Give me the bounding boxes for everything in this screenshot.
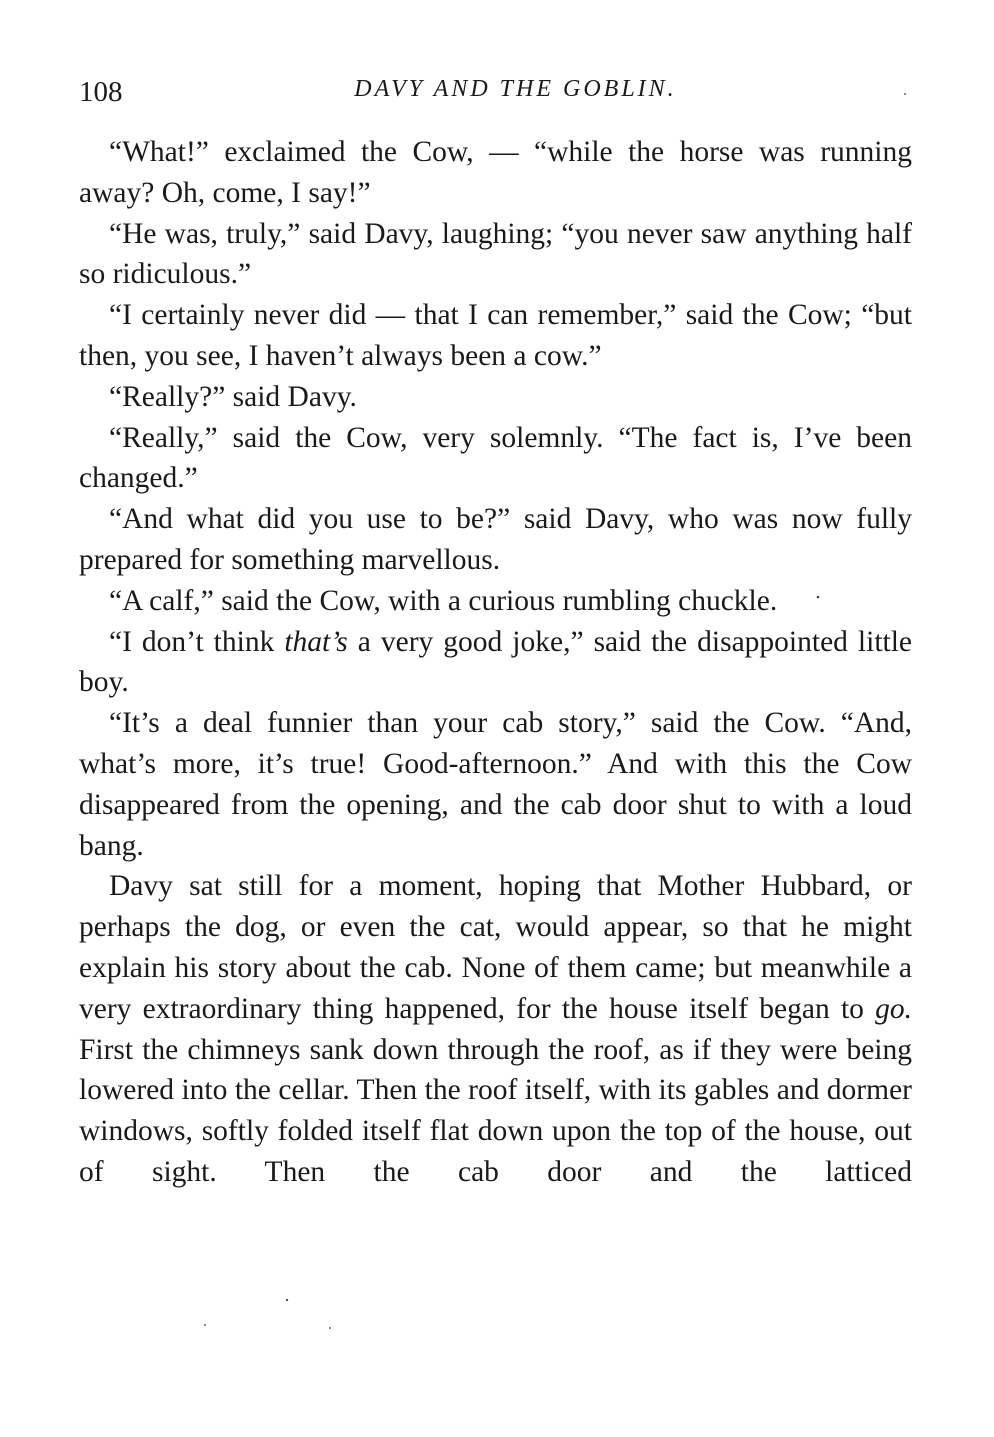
running-head	[79, 70, 912, 114]
paragraph	[79, 581, 912, 622]
italic-emphasis: that’s	[284, 625, 348, 658]
paragraph-text: “Really?” said Davy.	[109, 380, 357, 413]
body-text	[79, 132, 912, 1193]
running-title: DAVY AND THE GOBLIN.	[354, 76, 677, 102]
paragraph	[79, 377, 912, 418]
paragraph-text: “He was, truly,” said Davy, laughing; “you never saw anything half so ridiculous.”	[79, 217, 912, 291]
paragraph-text: “Really,” said the Cow, very solemnly. “The fact is, I’ve been changed.”	[79, 421, 912, 495]
paragraph	[79, 132, 912, 214]
italic-emphasis: go.	[875, 992, 912, 1025]
paragraph-text: “It’s a deal funnier than your cab story,” said the Cow. “And, what’s more, it’s true! Good-afternoon.” And with this the Cow disappeared from the opening, and the cab door shut to with a loud bang.	[79, 707, 912, 862]
speck	[329, 1327, 331, 1329]
paragraph-text: “What!” exclaimed the Cow, — “while the horse was running away? Oh, come, I say!”	[79, 136, 912, 209]
speck	[204, 1324, 206, 1326]
paragraph	[79, 295, 912, 377]
paragraph-text: “A calf,” said the Cow, with a curious rumbling chuckle.	[109, 584, 778, 617]
paragraph	[79, 214, 912, 296]
paragraph-text: First the chimneys sank down through the roof, as if they were being lowered into the cellar. Then the roof itself, with its gables and dormer windows, softly folded itself flat down upon the top of the house, out of sight. Then the cab door and the latticed	[79, 1033, 912, 1188]
paragraph-text: “I don’t think	[109, 625, 285, 658]
paragraph-text: a very good joke,” said the disappointed little boy.	[79, 625, 912, 699]
speck	[286, 1299, 288, 1301]
paragraph	[79, 499, 912, 581]
paragraph	[79, 866, 912, 1192]
book-page	[79, 70, 912, 1193]
paragraph-text: “And what did you use to be?” said Davy, who was now fully prepared for something marvellous.	[79, 503, 912, 576]
paragraph	[79, 418, 912, 500]
paragraph	[79, 622, 912, 704]
page-number: 108	[79, 76, 123, 108]
paragraph-text: Davy sat still for a moment, hoping that Mother Hubbard, or perhaps the dog, or even the cat, would appear, so that he might explain his story about the cab. None of them came; but meanwhile a very extraordinary thing happened, for the house itself began to	[79, 870, 912, 1025]
paragraph-text: “I certainly never did — that I can remember,” said the Cow; “but then, you see, I haven’t always been a cow.”	[79, 299, 912, 372]
paragraph	[79, 703, 912, 866]
